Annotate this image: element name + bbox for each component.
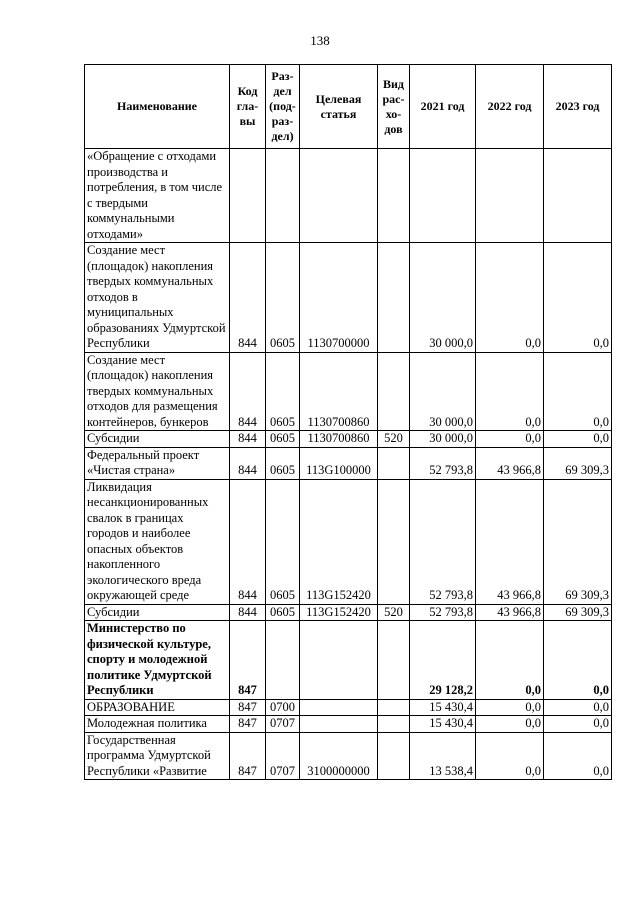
cell-name: Создание мест (площадок) накопления твердых коммунальных отходов в муниципальных образованиях Удмуртской Республики <box>85 243 230 353</box>
table-row <box>85 149 612 243</box>
page-number: 138 <box>310 33 330 48</box>
cell-2023: 69 309,3 <box>544 447 612 479</box>
cell-code: 844 <box>230 604 266 621</box>
cell-code: 847 <box>230 621 266 700</box>
cell-2023: 0,0 <box>544 621 612 700</box>
cell-2023: 0,0 <box>544 243 612 353</box>
cell-2021: 52 793,8 <box>410 447 476 479</box>
cell-2022 <box>476 149 544 243</box>
cell-section <box>266 621 300 700</box>
cell-2023: 69 309,3 <box>544 604 612 621</box>
table-row <box>85 732 612 780</box>
cell-section: 0605 <box>266 479 300 604</box>
cell-2022: 0,0 <box>476 431 544 448</box>
cell-2021: 13 538,4 <box>410 732 476 780</box>
cell-target: 1130700860 <box>300 352 378 431</box>
cell-2022: 43 966,8 <box>476 447 544 479</box>
cell-target <box>300 716 378 733</box>
cell-2022: 43 966,8 <box>476 479 544 604</box>
cell-2022: 0,0 <box>476 352 544 431</box>
cell-2021: 15 430,4 <box>410 699 476 716</box>
cell-section <box>266 149 300 243</box>
cell-2022: 0,0 <box>476 621 544 700</box>
cell-code: 844 <box>230 352 266 431</box>
cell-name: «Обращение с отходами производства и потребления, в том числе с твердыми коммунальными отходами» <box>85 149 230 243</box>
cell-target: 1130700860 <box>300 431 378 448</box>
cell-code: 847 <box>230 732 266 780</box>
cell-target <box>300 621 378 700</box>
cell-type: 520 <box>378 604 410 621</box>
header-2021: 2021 год <box>410 65 476 149</box>
cell-type <box>378 479 410 604</box>
cell-code: 847 <box>230 699 266 716</box>
table-body <box>85 149 612 780</box>
cell-2023: 0,0 <box>544 431 612 448</box>
header-type: Вид рас-хо-дов <box>378 65 410 149</box>
cell-code <box>230 149 266 243</box>
cell-2021: 29 128,2 <box>410 621 476 700</box>
table-row <box>85 699 612 716</box>
cell-2022: 0,0 <box>476 699 544 716</box>
header-code: Код гла-вы <box>230 65 266 149</box>
cell-code: 844 <box>230 479 266 604</box>
header-2022: 2022 год <box>476 65 544 149</box>
cell-section: 0605 <box>266 352 300 431</box>
cell-2021: 30 000,0 <box>410 243 476 353</box>
cell-2021: 52 793,8 <box>410 604 476 621</box>
cell-type: 520 <box>378 431 410 448</box>
cell-section: 0700 <box>266 699 300 716</box>
header-2023: 2023 год <box>544 65 612 149</box>
cell-type <box>378 716 410 733</box>
cell-target: 3100000000 <box>300 732 378 780</box>
cell-type <box>378 447 410 479</box>
cell-2022: 0,0 <box>476 732 544 780</box>
table-row <box>85 352 612 431</box>
cell-code: 847 <box>230 716 266 733</box>
table-row <box>85 431 612 448</box>
cell-type <box>378 732 410 780</box>
cell-name: Молодежная политика <box>85 716 230 733</box>
cell-2021: 30 000,0 <box>410 352 476 431</box>
cell-section: 0605 <box>266 243 300 353</box>
cell-2022: 0,0 <box>476 243 544 353</box>
cell-2023 <box>544 149 612 243</box>
cell-section: 0605 <box>266 604 300 621</box>
header-section: Раз-дел (под-раз-дел) <box>266 65 300 149</box>
cell-name: Государственная программа Удмуртской Республики «Развитие <box>85 732 230 780</box>
cell-type <box>378 699 410 716</box>
budget-table <box>84 64 612 780</box>
header-target: Целевая статья <box>300 65 378 149</box>
cell-type <box>378 243 410 353</box>
table-row <box>85 479 612 604</box>
cell-2021: 30 000,0 <box>410 431 476 448</box>
header-name: Наименование <box>85 65 230 149</box>
cell-2021 <box>410 149 476 243</box>
cell-name: Субсидии <box>85 604 230 621</box>
cell-2023: 0,0 <box>544 732 612 780</box>
table-row <box>85 604 612 621</box>
cell-2022: 43 966,8 <box>476 604 544 621</box>
cell-section: 0707 <box>266 732 300 780</box>
cell-code: 844 <box>230 447 266 479</box>
cell-2023: 0,0 <box>544 716 612 733</box>
cell-type <box>378 352 410 431</box>
cell-name: Ликвидация несанкционированных свалок в границах городов и наиболее опасных объектов накопленного экологического вреда окружающей среде <box>85 479 230 604</box>
cell-name: Федеральный проект «Чистая страна» <box>85 447 230 479</box>
table-row <box>85 243 612 353</box>
cell-type <box>378 621 410 700</box>
cell-code: 844 <box>230 243 266 353</box>
table-row <box>85 716 612 733</box>
cell-target <box>300 699 378 716</box>
table-row <box>85 621 612 700</box>
cell-2023: 0,0 <box>544 352 612 431</box>
cell-name: Создание мест (площадок) накопления твердых коммунальных отходов для размещения контейнеров, бункеров <box>85 352 230 431</box>
cell-2021: 15 430,4 <box>410 716 476 733</box>
cell-section: 0605 <box>266 447 300 479</box>
cell-section: 0707 <box>266 716 300 733</box>
cell-name: Субсидии <box>85 431 230 448</box>
cell-code: 844 <box>230 431 266 448</box>
cell-2022: 0,0 <box>476 716 544 733</box>
cell-name: Министерство по физической культуре, спорту и молодежной политике Удмуртской Республики <box>85 621 230 700</box>
header-row <box>85 65 612 149</box>
cell-2023: 69 309,3 <box>544 479 612 604</box>
cell-target: 113G152420 <box>300 604 378 621</box>
cell-target: 113G152420 <box>300 479 378 604</box>
cell-section: 0605 <box>266 431 300 448</box>
cell-target: 1130700000 <box>300 243 378 353</box>
cell-name: ОБРАЗОВАНИЕ <box>85 699 230 716</box>
cell-2021: 52 793,8 <box>410 479 476 604</box>
cell-target <box>300 149 378 243</box>
cell-2023: 0,0 <box>544 699 612 716</box>
cell-target: 113G100000 <box>300 447 378 479</box>
table-row <box>85 447 612 479</box>
cell-type <box>378 149 410 243</box>
